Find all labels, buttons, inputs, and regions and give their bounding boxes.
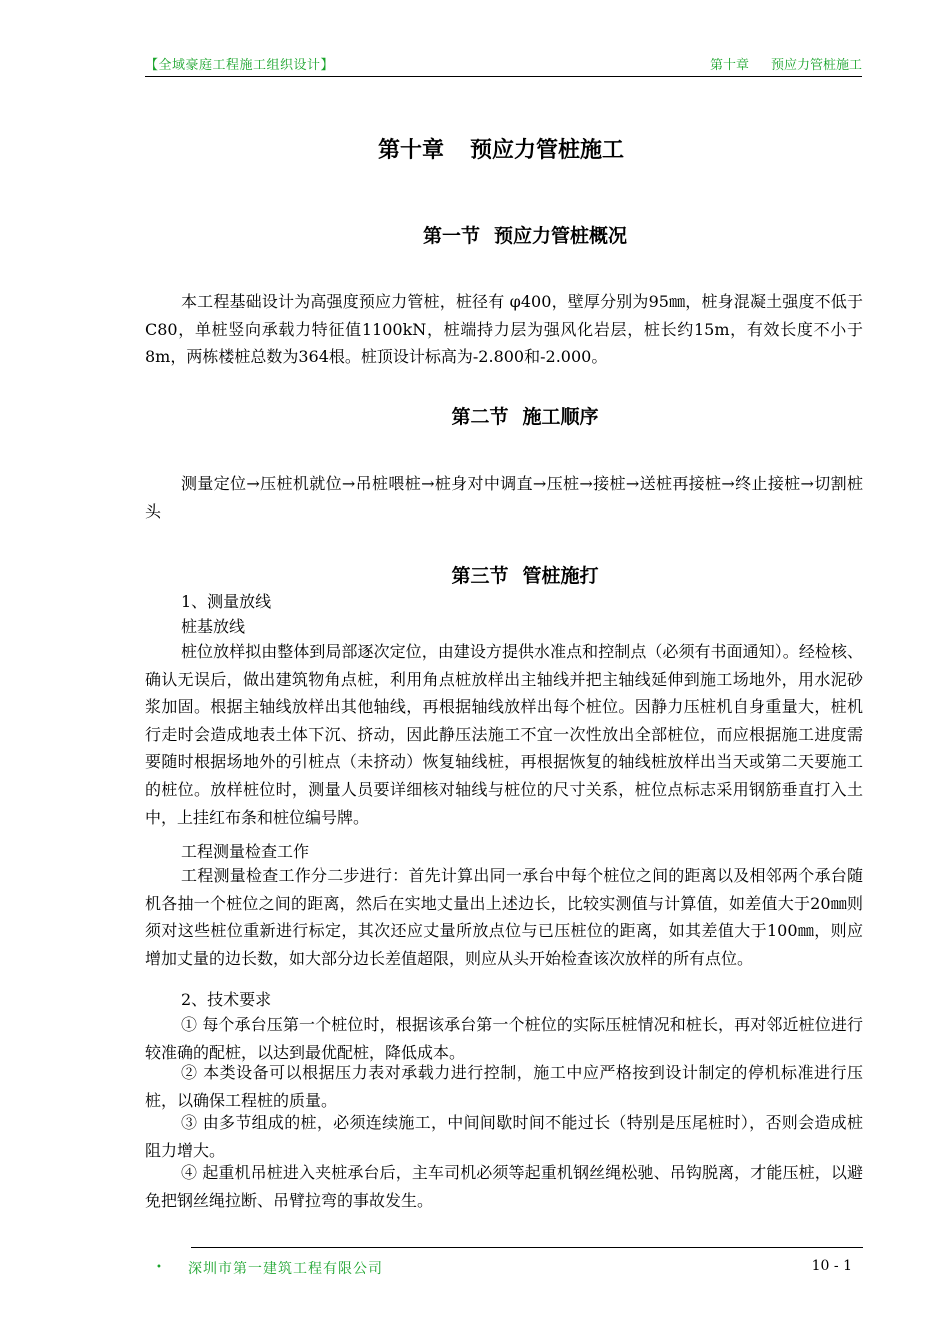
section-1-body: 本工程基础设计为高强度预应力管桩，桩径有 φ400，壁厚分别为95㎜，桩身混凝土强度不低于C80，单桩竖向承载力特征值1100kN，桩端持力层为强风化岩层，桩长约15m，有效长度不小于8m，两栋楼桩总数为364根。桩顶设计标高为-2.800和-2.000。 [145,292,863,367]
chapter-number: 第十章 [377,137,444,163]
footer-bullet: • [156,1262,162,1273]
section-2-number: 第二节 [451,406,509,428]
page-number: 10 - 1 [811,1258,852,1274]
section-1-title: 预应力管桩概况 [494,225,628,247]
section-2-title: 施工顺序 [522,406,599,428]
header-chapter-title: 预应力管桩施工 [770,58,862,73]
sub-2-heading: 工程测量检查工作 [181,842,310,861]
sub-1-body: 桩位放样拟由整体到局部逐次定位，由建设方提供水准点和控制点（必须有书面通知）。经检核、确认无误后，做出建筑物角点桩，利用角点桩放样出主轴线并把主轴线延伸到施工场地外，用水泥砂浆加固。根据主轴线放样出其他轴线，再根据轴线放样出每个桩位。因静力压桩机自身重量大，桩机行走时会造成地表土体下沉、挤动，因此静压法施工不宜一次性放出全部桩位，而应根据施工进度需要随时根据场地外的引桩点（未挤动）恢复轴线桩，再根据恢复的轴线桩放样出当天或第二天要施工的桩位。放样桩位时，测量人员要详细核对轴线与桩位的尺寸关系，桩位点标志采用钢筋垂直打入土中，上挂红布条和桩位编号牌。 [145,642,863,827]
item-1-heading: 1、测量放线 [181,592,272,611]
requirement-1: ① 每个承台压第一个桩位时，根据该承台第一个桩位的实际压桩情况和桩长，再对邻近桩位进行较准确的配桩，以达到最优配桩，降低成本。 [145,1015,863,1062]
header-document-title: 【全域豪庭工程施工组织设计】 [145,58,335,73]
requirement-3: ③ 由多节组成的桩，必须连续施工，中间间歇时间不能过长（特别是压尾桩时），否则会造成桩阻力增大。 [145,1113,863,1160]
header-chapter [710,54,862,73]
section-1-number: 第一节 [422,225,480,247]
section-3-heading [0,561,950,588]
footer-divider [191,1247,863,1248]
page-header [145,50,862,77]
footer-company: 深圳市第一建筑工程有限公司 [188,1261,383,1277]
item-2-heading: 2、技术要求 [181,990,272,1009]
section-2-body: 测量定位→压桩机就位→吊桩喂桩→桩身对中调直→压桩→接桩→送桩再接桩→终止接桩→切割桩头 [145,474,863,521]
sub-1-heading: 桩基放线 [181,617,246,636]
chapter-title [0,133,950,164]
sub-2-body: 工程测量检查工作分二步进行：首先计算出同一承台中每个桩位之间的距离以及相邻两个承台随机各抽一个桩位之间的距离，然后在实地丈量出上述边长，比较实测值与计算值，如差值大于20㎜则须对这些桩位重新进行标定，其次还应丈量所放点位与已压桩位的距离，如其差值大于100㎜，则应增加丈量的边长数，如大部分边长差值超限，则应从头开始检查该次放样的所有点位。 [145,866,863,968]
requirement-4: ④ 起重机吊桩进入夹桩承台后，主车司机必须等起重机钢丝绳松驰、吊钩脱离，才能压桩，以避免把钢丝绳拉断、吊臂拉弯的事故发生。 [145,1163,863,1210]
section-2-heading [0,402,950,429]
chapter-title-text: 预应力管桩施工 [470,137,625,163]
header-chapter-number: 第十章 [709,58,749,73]
section-1-heading [0,221,950,248]
requirement-2: ② 本类设备可以根据压力表对承载力进行控制，施工中应严格按到设计制定的停机标准进行压桩，以确保工程桩的质量。 [145,1063,863,1110]
section-3-title: 管桩施打 [522,565,599,587]
section-3-number: 第三节 [451,565,509,587]
